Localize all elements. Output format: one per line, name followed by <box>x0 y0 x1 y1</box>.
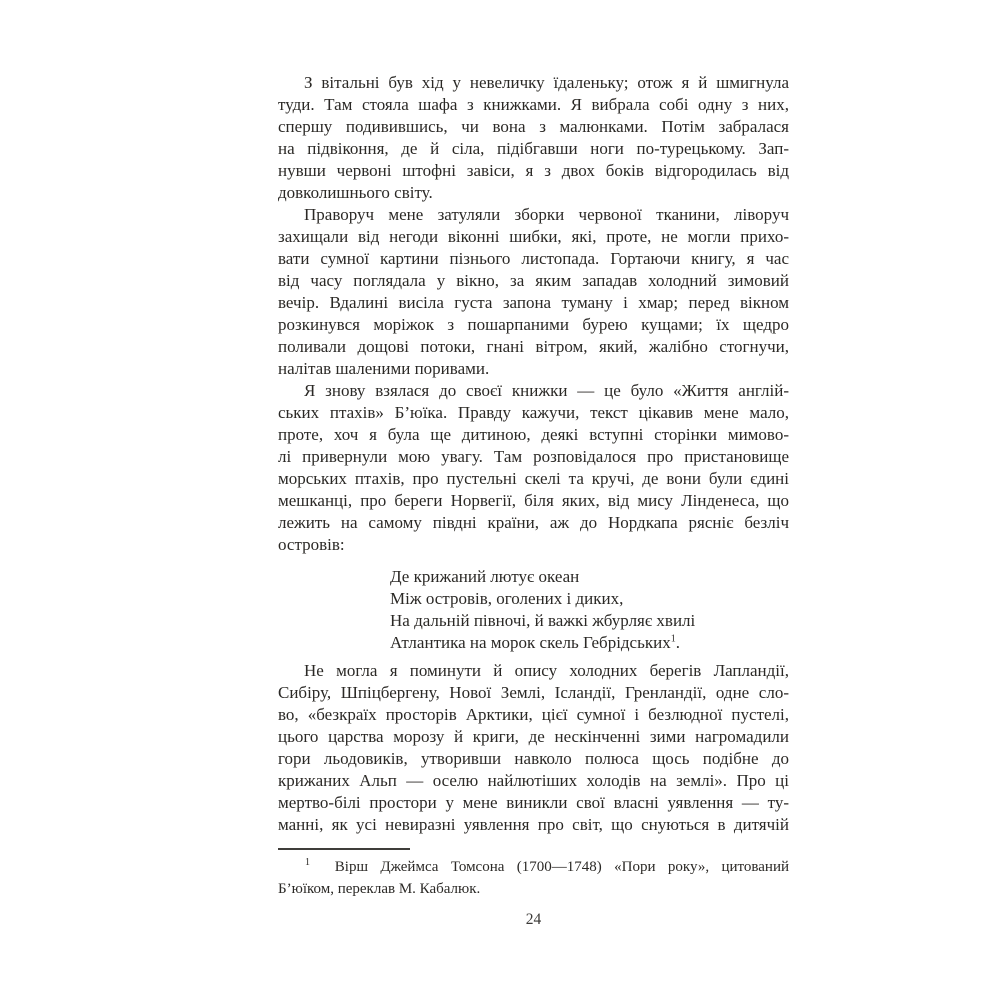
text-line: лі привернули мою увагу. Там розповідалося про пристановище <box>278 447 789 466</box>
text-line: поливали дощові потоки, гнані вітром, який, жалібно стогнучи, <box>278 337 789 356</box>
text-line: захищали від негоди віконні шибки, які, проте, не могли прихо- <box>278 227 789 246</box>
text-line: крижаних Альп — оселю найлютіших холодів на землі». Про ці <box>278 771 789 790</box>
page-number: 24 <box>525 911 542 928</box>
footnote-mark: 1 <box>305 857 310 868</box>
verse-line-punct: . <box>675 633 680 652</box>
footnote-separator <box>278 848 410 850</box>
verse-line-text: Атлантика на морок скель Гебрідських <box>390 633 671 652</box>
footnote-reference-mark: 1 <box>670 633 676 645</box>
verse-line <box>278 632 789 654</box>
text-line: Праворуч мене затуляли зборки червоної тканини, ліворуч <box>304 205 789 224</box>
verse-block <box>278 566 789 654</box>
paragraph <box>278 380 789 556</box>
footnote <box>278 856 789 900</box>
text-line: від часу поглядала у вікно, за яким западав холодний зимовий <box>278 271 789 290</box>
verse-line: Між островів, оголених і диких, <box>390 589 624 608</box>
verse-line: Де крижаний лютує океан <box>390 567 580 586</box>
paragraph <box>278 204 789 380</box>
text-line: вати сумної картини пізнього листопада. Гортаючи книгу, я час <box>278 249 789 268</box>
text-line: розкинувся моріжок з пошарпаними бурею кущами; їх щедро <box>278 315 789 334</box>
text-line: проте, хоч я була ще дитиною, деякі вступні сторінки мимово- <box>278 425 789 444</box>
footnote-text: Вірш Джеймса Томсона (1700—1748) «Пори року», цитований <box>334 859 790 875</box>
text-line: туди. Там стояла шафа з книжками. Я вибрала собі одну з них, <box>278 95 789 114</box>
text-line: лежить на самому півдні країни, аж до Нордкапа рясніє безліч <box>278 513 789 532</box>
text-line: налітав шаленими поривами. <box>278 359 490 378</box>
text-line: мешканці, про береги Норвегії, біля яких, від мису Лінденеса, що <box>278 491 789 510</box>
text-block <box>278 72 789 931</box>
text-line: мертво-білі простори у мене виникли свої власні уявлення — ту- <box>278 793 789 812</box>
text-line: Сибіру, Шпіцбергену, Нової Землі, Ісландії, Гренландії, одне сло- <box>278 683 789 702</box>
text-line: нувши червоні штофні завіси, я з двох боків відгородилась від <box>278 161 789 180</box>
verse-line: На дальній півночі, й важкі жбурляє хвилі <box>390 611 696 630</box>
text-line: гори льодовиків, утворивши навколо полюса щось подібне до <box>278 749 789 768</box>
text-line: во, «безкраїх просторів Арктики, цієї сумної і безлюдної пустелі, <box>278 705 789 724</box>
text-line: цього царства морозу й криги, де нескінченні зими нагромадили <box>278 727 789 746</box>
text-line: Не могла я поминути й опису холодних берегів Лапландії, <box>304 661 789 680</box>
footnote-line <box>278 856 789 878</box>
paragraph <box>278 660 789 836</box>
text-line: островів: <box>278 535 345 554</box>
text-line: довколишнього світу. <box>278 183 433 202</box>
paragraph <box>278 72 789 204</box>
text-line: морських птахів, про пустельні скелі та кручі, де вони були єдині <box>278 469 789 488</box>
text-line: З вітальні був хід у невеличку їдаленьку; отож я й шмигнула <box>304 73 789 92</box>
text-line: ських птахів» Б’юїка. Правду кажучи, текст цікавив мене мало, <box>278 403 789 422</box>
text-line: спершу подивившись, чи вона з малюнками. Потім забралася <box>278 117 789 136</box>
text-line: на підвіконня, де й сіла, підібгавши ноги по-турецькому. Зап- <box>278 139 789 158</box>
text-line: Я знову взялася до своєї книжки — це було «Життя англій- <box>304 381 789 400</box>
text-line: вечір. Вдалині висіла густа запона туману і хмар; перед вікном <box>278 293 789 312</box>
footnote-line: Б’юїком, переклав М. Кабалюк. <box>278 881 481 897</box>
text-line: манні, як усі невиразні уявлення про світ, що снуються в дитячій <box>278 815 789 834</box>
